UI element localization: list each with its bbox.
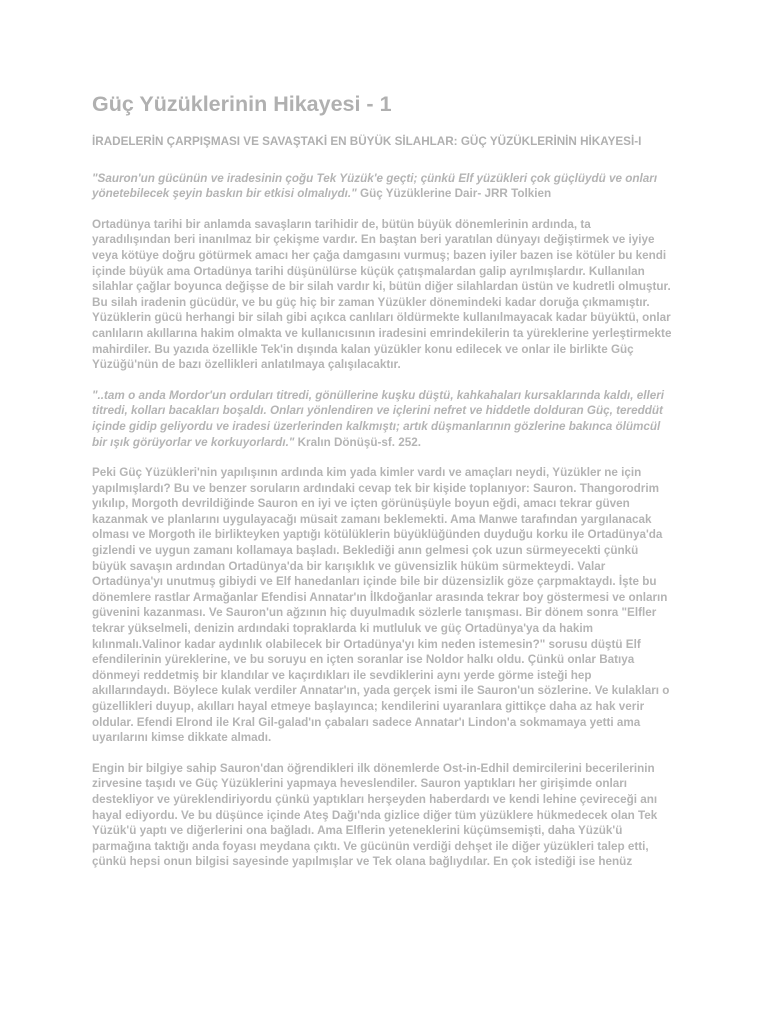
document-page — [92, 90, 672, 885]
paragraph-1: Ortadünya tarihi bir anlamda savaşların tarihidir de, bütün büyük dönemlerinin ardında, ta yaradılışından beri inanılmaz bir çekişme vardır. En baştan beri yaratılan dünyayı değiştirmek ve iyiye veya kötüye doğru götürmek amacı her çağa damgasını vurmuş; bazen iyiler bazen ise kötüler bu kendi içinde büyük ama Ortadünya tarihi düşünülürse küçük çatışmalardan galip ayrılmışlardır. Kullanılan silahlar çağlar boyunca değişse de bir silah vardır ki, bütün diğer silahlardan üstün ve kudretli olmuştur. Bu silah iradenin gücüdür, ve bu güç hiç bir zaman Yüzükler dönemindeki kadar doruğa çıkmamıştır. Yüzüklerin gücü herhangi bir silah gibi açıkca canlıları öldürmekte kullanılmayacak kadar büyüktü, onlar canlıların akıllarına hakim olmakta ve kullanıcısının iradesini emrindekilerin ta yüreklerine yerleştirmekte mahirdiler. Bu yazıda özellikle Tek'in dışında kalan yüzükler konu edilecek ve onlar ile birlikte Güç Yüzüğü'nün de bazı özellikleri anlatılmaya çalışılacaktır. — [92, 217, 672, 372]
document-subtitle: İRADELERİN ÇARPIŞMASI VE SAVAŞTAKİ EN BÜYÜK SİLAHLAR: GÜÇ YÜZÜKLERİNİN HİKAYESİ-I — [92, 135, 642, 148]
quote-block-2 — [92, 388, 672, 450]
quote-block-1 — [92, 171, 672, 202]
quote-1-text: "Sauron'un gücünün ve iradesinin çoğu Tek Yüzük'e geçti; çünkü Elf yüzükleri çok güçlüydü ve onları yönetebilecek şeyin baskın bir etkisi olmalıydı." — [92, 171, 658, 201]
quote-1-source: Güç Yüzüklerine Dair- JRR Tolkien — [356, 187, 552, 201]
quote-2-source: Kralın Dönüşü-sf. 252. — [294, 435, 421, 449]
document-title: Güç Yüzüklerinin Hikayesi - 1 — [92, 92, 392, 116]
quote-2-text: "..tam o anda Mordor'un orduları titredi, gönüllerine kuşku düştü, kahkahaları kursaklarında kaldı, elleri titredi, kolları bacakları boşaldı. Onları yönlendiren ve içlerini nefret ve hiddetle dolduran Güç, tereddüt içinde gidip geliyordu ve iradesi üzerlerinden kalkmıştı; artık düşmanlarının gözlerine bakınca ölümcül bir ışık görüyorlar ve korkuyorlardı." — [92, 388, 665, 449]
paragraph-3: Engin bir bilgiye sahip Sauron'dan öğrendikleri ilk dönemlerde Ost-in-Edhil demircilerini becerilerinin zirvesine taşıdı ve Güç Yüzüklerini yapmaya heveslendiler. Sauron yaptıkları her girişimde onları destekliyor ve yüreklendiriyordu çünkü yaptıkları herşeyden haberdardı ve kendi lehine çevireceği anı hayal ediyordu. Ve bu düşünce içinde Ateş Dağı'nda gizlice diğer tüm yüzüklere hükmedecek olan Tek Yüzük'ü yaptı ve diğerlerini ona bağladı. Ama Elflerin yeteneklerini küçümsemişti, daha Yüzük'ü parmağına taktığı anda foyası meydana çıktı. Ve gücünün verdiği dehşet ile diğer yüzükleri talep etti, çünkü hepsi onun bilgisi sayesinde yapılmışlar ve Tek olana bağlıydılar. En çok istediği ise henüz — [92, 761, 658, 869]
paragraph-2: Peki Güç Yüzükleri'nin yapılışının ardında kim yada kimler vardı ve amaçları neydi, Yüzükler ne için yapılmışlardı? Bu ve benzer soruların ardındaki cevap tek bir kişide toplanıyor: Sauron. Thangorodrim yıkılıp, Morgoth devrildiğinde Sauron en iyi ve içten görünüşüyle boyun eğdi, amacı tekrar güven kazanmak ve planlarını uygulayacağı müsait zamanı beklemekti. Ama Manwe tarafından yargılanacak olması ve Morgoth ile birlikteyken yaptığı kötülüklerin büyüklüğünden duyduğu korku ile Ortadünya'da gizlendi ve uygun zamanı kollamaya başladı. Beklediği anın gelmesi çok uzun sürmeyecekti çünkü büyük savaşın ardından Ortadünya'da bir karışıklık ve güvensizlik hüküm sürmekteydi. Valar Ortadünya'yı unutmuş gibiydi ve Elf hanedanları içinde bile bir düzensizlik göze çarpmaktaydı. İşte bu dönemlere rastlar Armağanlar Efendisi Annatar'ın İlkdoğanlar arasında tekrar boy göstermesi ve onların güvenini kazanması. Ve Sauron'un ağzının hiç duyulmadık sözlerle tanışması. Bir dönem sonra "Elfler tekrar yükselmeli, denizin ardındaki topraklarda ki mutluluk ve güç Ortadünya'ya da hakim kılınmalı.Valinor kadar aydınlık olabilecek bir Ortadünya'yı kim neden istemesin?" sorusu düştü Elf efendilerinin yüreklerine, ve bu soruyu en içten soranlar ise Noldor halkı oldu. Çünkü onlar Batıya dönmeyi reddetmiş bir klandılar ve kaçırdıkları ile sevdiklerini aynı yerde görme isteği hep akıllarındaydı. Böylece kulak verdiler Annatar'ın, yada gerçek ismi ile Sauron'un sözlerine. Ve kulakları o güzellikleri duyup, akılları hayal etmeye başlayınca; kendilerini uyaranlara gittikçe daha az hak verir oldular. Efendi Elrond ile Kral Gil-galad'ın çabaları sadece Annatar'ı Lindon'a sokmamaya yetti ama uyarılarını kimse dikkate almadı. — [92, 466, 670, 745]
